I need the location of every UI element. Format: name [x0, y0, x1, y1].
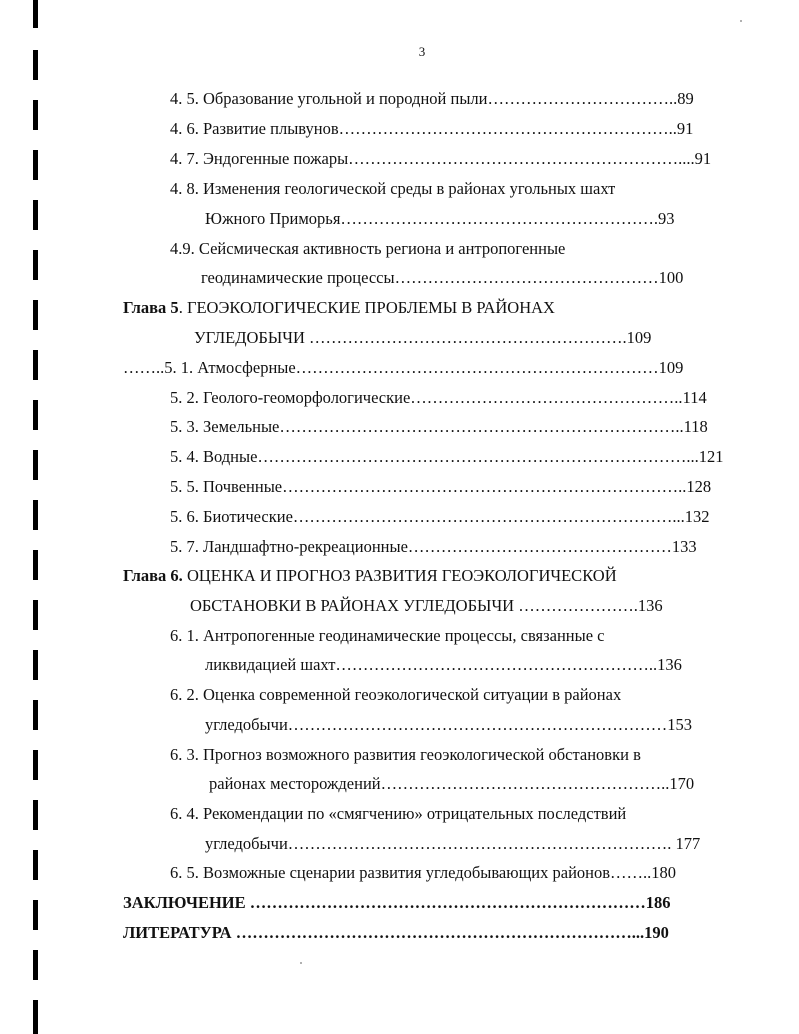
toc-conclusion: ЗАКЛЮЧЕНИЕ ………………………………………………………………186 — [123, 893, 671, 912]
binding-mark — [33, 550, 38, 580]
toc-entry: 6. 2. Оценка современной геоэкологической ситуации в районах — [170, 685, 622, 704]
binding-mark — [33, 700, 38, 730]
chapter-title: ОЦЕНКА И ПРОГНОЗ РАЗВИТИЯ ГЕОЭКОЛОГИЧЕСКОЙ — [182, 566, 617, 585]
toc-entry: 4. 7. Эндогенные пожары……………………………………………………....91 — [170, 149, 712, 168]
toc-entry: 5. 2. Геолого-геоморфологические…………………………………………..114 — [170, 388, 707, 407]
toc-entry-continued: геодинамические процессы…………………………………………100 — [201, 268, 684, 287]
chapter-label: Глава 6. — [123, 566, 183, 585]
chapter-label: Глава 5 — [123, 298, 179, 317]
toc-entry-continued: угледобычи……………………………………………………………153 — [205, 715, 693, 734]
binding-mark — [33, 300, 38, 330]
scan-speck — [300, 962, 302, 964]
binding-mark — [33, 1000, 38, 1034]
toc-entry: 4. 8. Изменения геологической среды в районах угольных шахт — [170, 179, 616, 198]
binding-mark — [33, 100, 38, 130]
toc-entry: 4.9. Сейсмическая активность региона и антропогенные — [170, 239, 566, 258]
chapter-heading-continued: ОБСТАНОВКИ В РАЙОНАХ УГЛЕДОБЫЧИ ………………….136 — [190, 596, 663, 615]
toc-entry: 5. 4. Водные……………………………………………………………………...121 — [170, 447, 724, 466]
chapter-title: . ГЕОЭКОЛОГИЧЕСКИЕ ПРОБЛЕМЫ В РАЙОНАХ — [178, 298, 555, 317]
binding-mark — [33, 750, 38, 780]
binding-mark — [33, 850, 38, 880]
binding-mark — [33, 250, 38, 280]
binding-mark — [33, 150, 38, 180]
page-number: 3 — [418, 44, 426, 59]
binding-mark — [33, 650, 38, 680]
toc-entry: ……..5. 1. Атмосферные…………………………………………………………109 — [123, 358, 684, 377]
chapter-heading — [123, 296, 555, 320]
toc-entry: 4. 6. Развитие плывунов……………………………………………………..91 — [170, 119, 694, 138]
binding-mark — [33, 200, 38, 230]
toc-entry-continued: ликвидацией шахт…………………………………………………..136 — [205, 655, 682, 674]
binding-mark — [33, 350, 38, 380]
toc-entry: 5. 5. Почвенные………………………………………………………………..128 — [170, 477, 712, 496]
toc-entry-continued: Южного Приморья………………………………………………….93 — [205, 209, 675, 228]
chapter-heading-continued: УГЛЕДОБЫЧИ ………………………………………………….109 — [194, 328, 652, 347]
binding-mark — [33, 800, 38, 830]
toc-entry: 5. 7. Ландшафтно-рекреационные…………………………………………133 — [170, 537, 697, 556]
toc-entry: 6. 1. Антропогенные геодинамические процессы, связанные с — [170, 626, 605, 645]
toc-entry: 4. 5. Образование угольной и породной пыли……………………………..89 — [170, 89, 694, 108]
toc-entry: 6. 4. Рекомендации по «смягчению» отрицательных последствий — [170, 804, 627, 823]
scan-speck — [740, 20, 742, 22]
binding-mark — [33, 50, 38, 80]
binding-mark — [33, 0, 38, 28]
binding-mark — [33, 950, 38, 980]
binding-mark — [33, 400, 38, 430]
binding-mark — [33, 500, 38, 530]
toc-entry: 6. 5. Возможные сценарии развития угледобывающих районов……..180 — [170, 863, 677, 882]
binding-mark — [33, 900, 38, 930]
toc-entry-continued: угледобычи……………………………………………………………. 177 — [205, 834, 701, 853]
toc-literature: ЛИТЕРАТУРА ………………………………………………………………...190 — [123, 923, 669, 942]
toc-entry: 5. 3. Земельные………………………………………………………………..118 — [170, 417, 708, 436]
binding-mark — [33, 600, 38, 630]
toc-entry: 5. 6. Биотические……………………………………………………………...132 — [170, 507, 710, 526]
chapter-heading — [123, 564, 617, 588]
toc-entry-continued: районах месторождений……………………………………………..170 — [209, 774, 695, 793]
binding-mark — [33, 450, 38, 480]
toc-entry: 6. 3. Прогноз возможного развития геоэкологической обстановки в — [170, 745, 641, 764]
